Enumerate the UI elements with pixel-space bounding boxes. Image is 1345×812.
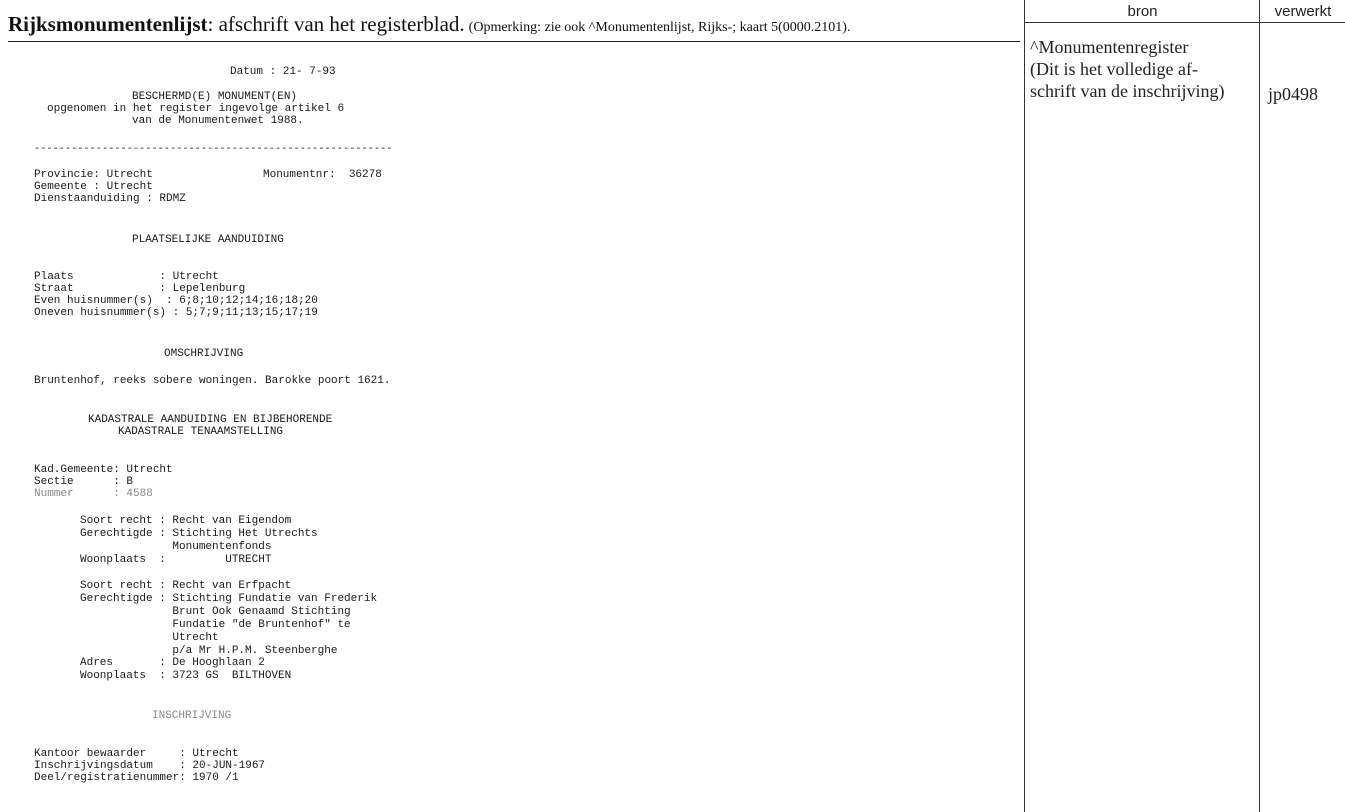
bron-line-2: (Dit is het volledige af- (1030, 59, 1198, 79)
straat-line: Straat : Lepelenburg (34, 283, 246, 295)
soort-recht-2: Soort recht : Recht van Erfpacht (80, 580, 292, 592)
soort-recht-1: Soort recht : Recht van Eigendom (80, 515, 292, 527)
heading-line-2: opgenomen in het register ingevolge artikel 6 (47, 103, 345, 115)
nummer-line: Nummer : 4588 (34, 488, 153, 500)
gerechtigde-1b: Monumentenfonds (80, 541, 272, 553)
dienst-line: Dienstaanduiding : RDMZ (34, 193, 186, 205)
heading-line-1: BESCHERMD(E) MONUMENT(EN) (132, 91, 298, 103)
provincie-line: Provincie: Utrecht (34, 169, 153, 181)
separator-line: ---------------------------------------------------------- (34, 143, 393, 155)
kantoor-line: Kantoor bewaarder : Utrecht (34, 748, 239, 760)
gerechtigde-1a: Gerechtigde : Stichting Het Utrechts (80, 528, 318, 540)
heading-line-3: van de Monumentenwet 1988. (132, 115, 304, 127)
oneven-line: Oneven huisnummer(s) : 5;7;9;11;13;15;17;19 (34, 307, 318, 319)
adres-line: Adres : De Hooghlaan 2 (80, 657, 265, 669)
deel-line: Deel/registratienummer: 1970 /1 (34, 772, 239, 784)
plaats-line: Plaats : Utrecht (34, 271, 219, 283)
sectie-line: Sectie : B (34, 476, 134, 488)
gerechtigde-2c: Fundatie "de Bruntenhof" te (80, 619, 351, 631)
column-header-rule (1024, 22, 1345, 23)
monumentnr-line: Monumentnr: 36278 (263, 169, 382, 181)
kad-gemeente-line: Kad.Gemeente: Utrecht (34, 464, 173, 476)
gerechtigde-2d: Utrecht (80, 632, 219, 644)
kadastrale-heading-1: KADASTRALE AANDUIDING EN BIJBEHORENDE (88, 414, 333, 426)
bron-column-divider (1024, 0, 1025, 812)
title-note: (Opmerking: zie ook ^Monumentenlijst, Rijks-; kaart 5(0000.2101). (468, 20, 851, 35)
verwerkt-column-divider (1259, 0, 1260, 812)
title-bold: Rijksmonumentenlijst (8, 12, 208, 36)
woonplaats-2: Woonplaats : 3723 GS BILTHOVEN (80, 670, 292, 682)
verwerkt-header: verwerkt (1274, 3, 1332, 20)
omschrijving-text: Bruntenhof, reeks sobere woningen. Barokke poort 1621. (34, 375, 391, 387)
gerechtigde-2a: Gerechtigde : Stichting Fundatie van Frederik (80, 593, 378, 605)
kadastrale-heading-2: KADASTRALE TENAAMSTELLING (118, 426, 284, 438)
datum-line: Datum : 21- 7-93 (230, 66, 336, 78)
inschrijvingsdatum-line: Inschrijvingsdatum : 20-JUN-1967 (34, 760, 266, 772)
gemeente-line: Gemeente : Utrecht (34, 181, 153, 193)
omschrijving-heading: OMSCHRIJVING (164, 348, 244, 360)
plaatselijke-heading: PLAATSELIJKE AANDUIDING (132, 234, 284, 246)
woonplaats-1: Woonplaats : UTRECHT (80, 554, 272, 566)
title-rest: : afschrift van het registerblad. (207, 12, 465, 36)
bron-line-1: ^Monumentenregister (1030, 37, 1189, 57)
inschrijving-heading: INSCHRIJVING (152, 710, 232, 722)
bron-entry (1030, 36, 1258, 102)
bron-line-3: schrift van de inschrijving) (1030, 81, 1225, 101)
even-line: Even huisnummer(s) : 6;8;10;12;14;16;18;20 (34, 295, 318, 307)
gerechtigde-2e: p/a Mr H.P.M. Steenberghe (80, 645, 338, 657)
bron-header: bron (1127, 3, 1158, 20)
gerechtigde-2b: Brunt Ook Genaamd Stichting (80, 606, 351, 618)
register-transcript (34, 0, 534, 784)
verwerkt-entry: jp0498 (1268, 84, 1319, 104)
